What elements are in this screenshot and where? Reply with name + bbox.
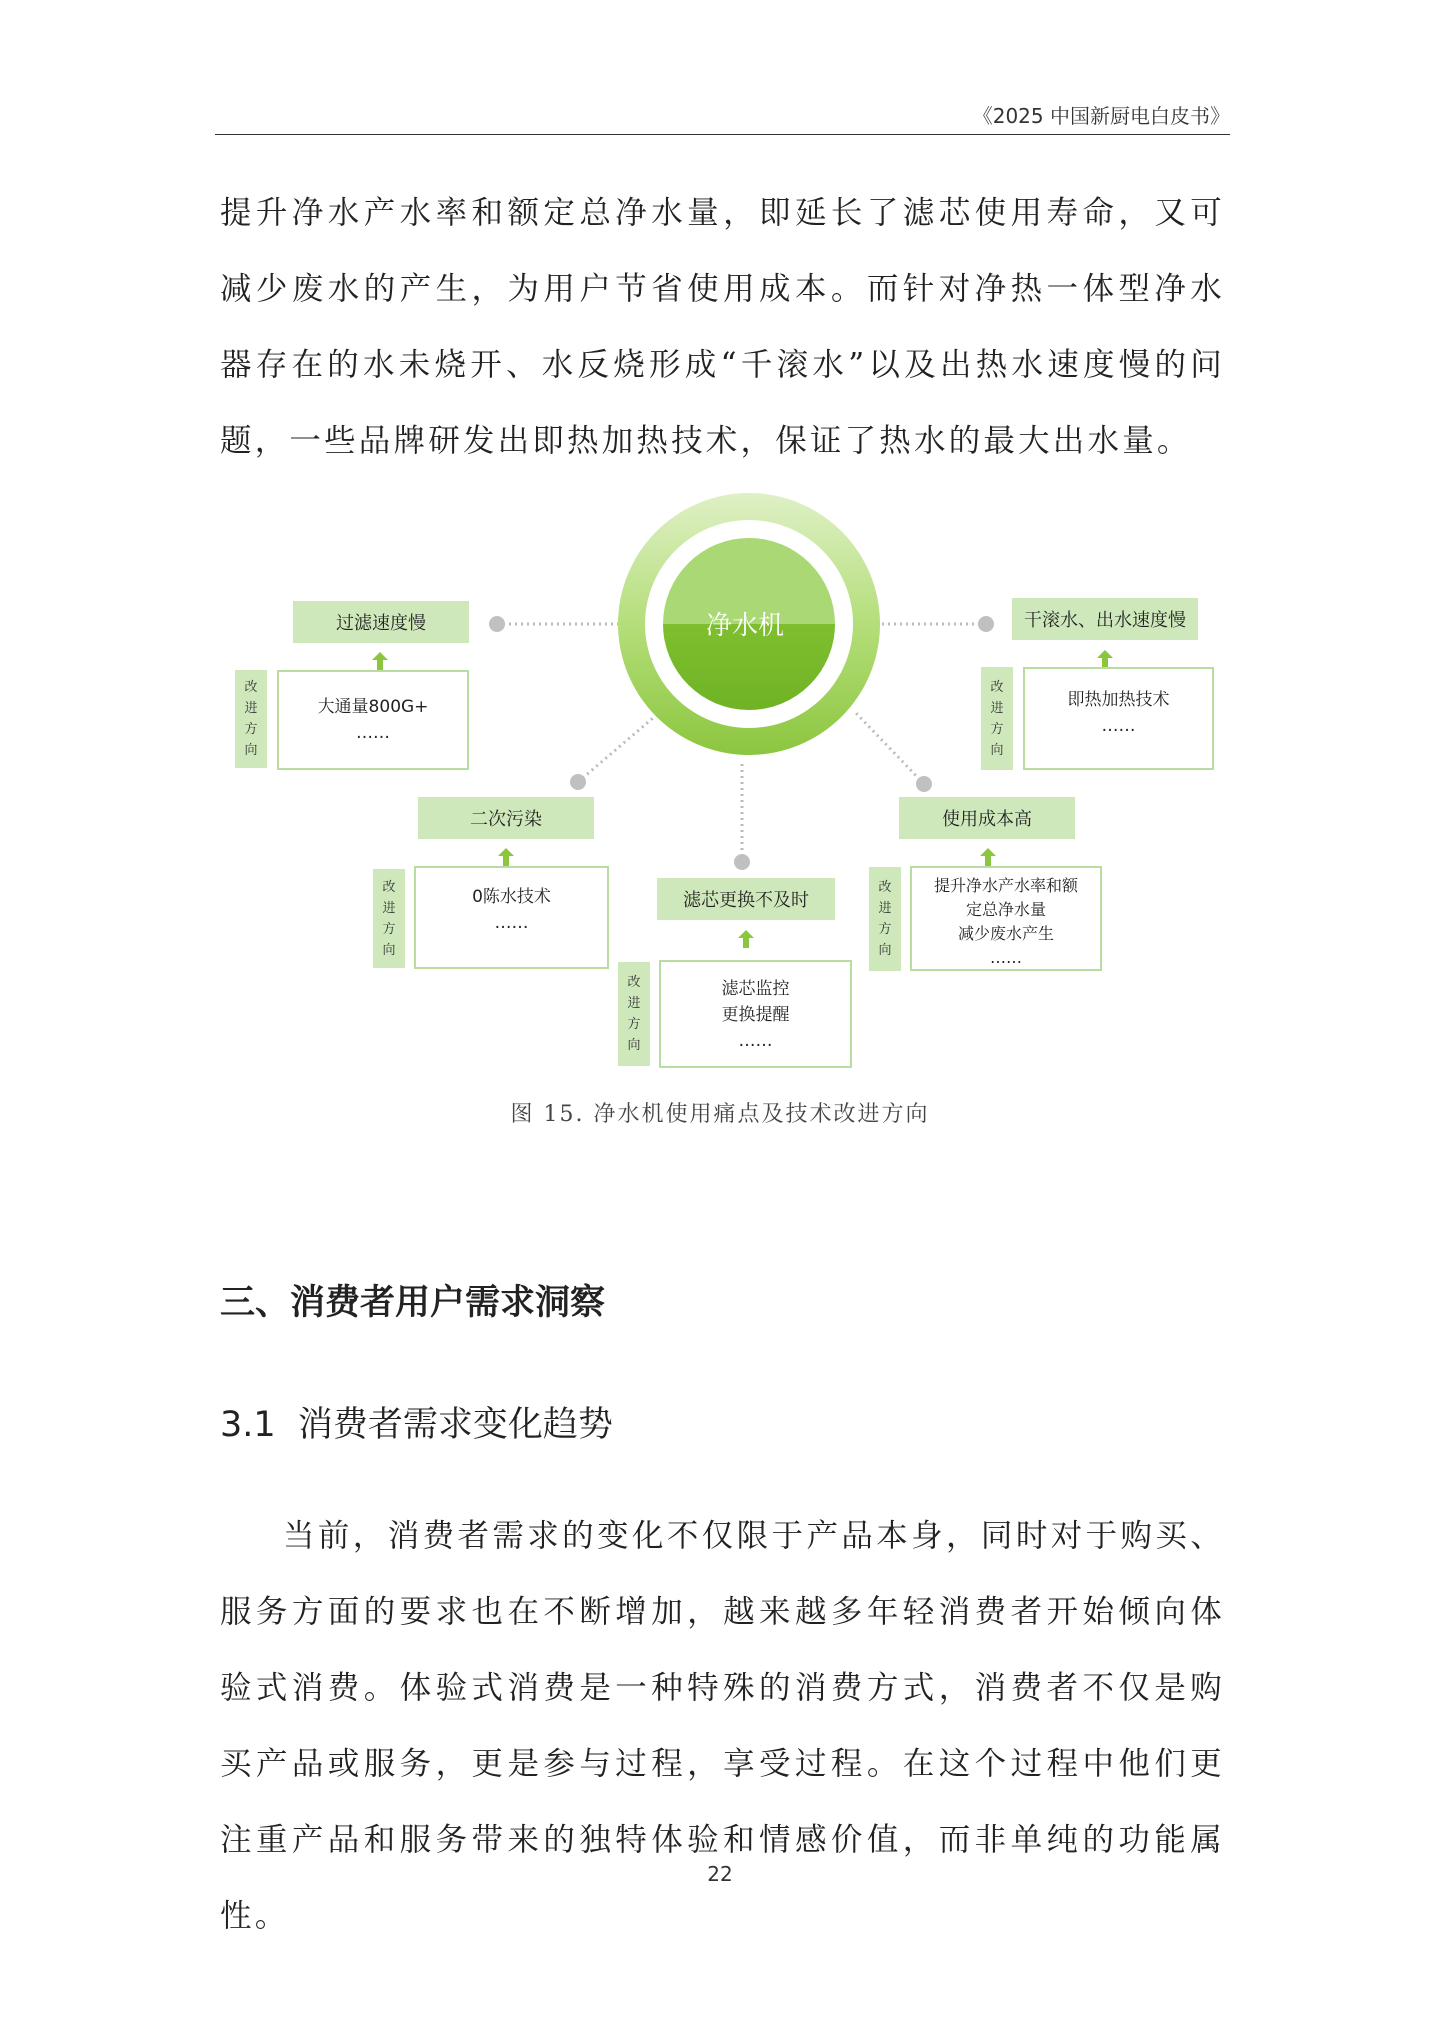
solution-line: 0陈水技术	[472, 887, 551, 907]
solution-box-mid-right	[910, 866, 1102, 971]
solution-line: 提升净水产水率和额	[933, 876, 1078, 895]
solution-line: 滤芯监控	[721, 979, 790, 999]
improvement-direction-tab	[981, 667, 1013, 770]
solution-box-mid-left	[414, 866, 609, 969]
tab-char: 改	[244, 680, 258, 695]
dot-mid-right	[916, 776, 932, 792]
dot-top-left	[489, 616, 505, 632]
pain-label-mid-right: 使用成本高	[899, 797, 1075, 839]
solution-box-top-left	[277, 670, 469, 770]
center-title: 净水机	[705, 611, 784, 641]
tab-char: 方	[244, 722, 258, 737]
solution-line: ……	[356, 723, 390, 743]
pain-label-bottom-center: 滤芯更换不及时	[657, 878, 835, 920]
up-arrow-icon	[980, 848, 996, 866]
figure-caption: 图 15. 净水机使用痛点及技术改进方向	[510, 1102, 930, 1127]
tab-char: 进	[627, 996, 641, 1011]
dot-mid-left	[570, 774, 586, 790]
connector-mid-right	[855, 712, 924, 784]
tab-char: 改	[878, 880, 892, 895]
page-number: 22	[707, 1862, 733, 1886]
tab-char: 方	[878, 922, 892, 937]
tab-char: 改	[627, 975, 641, 990]
tab-char: 向	[627, 1038, 641, 1053]
tab-char: 改	[990, 679, 1004, 695]
tab-char: 进	[244, 701, 258, 716]
up-arrow-icon	[372, 652, 388, 670]
dot-bottom-center	[734, 854, 750, 870]
solution-box-top-right	[1023, 667, 1214, 770]
tab-char: 改	[382, 879, 396, 895]
pain-label-mid-left: 二次污染	[418, 797, 594, 839]
tab-char: 方	[990, 721, 1004, 737]
pain-label-top-left: 过滤速度慢	[293, 601, 469, 643]
solution-box-bottom-center	[659, 960, 852, 1068]
paragraph-2: 当前，消费者需求的变化不仅限于产品本身，同时对于购买、服务方面的要求也在不断增加，越来越多年轻消费者开始倾向体验式消费。体验式消费是一种特殊的消费方式，消费者不仅是购买产品或服务，更是参与过程，享受过程。在这个过程中他们更注重产品和服务带来的独特体验和情感价值，而非单纯的功能属性。	[220, 1518, 1225, 1934]
solution-line: 减少废水产生	[957, 924, 1054, 943]
tab-char: 进	[382, 900, 396, 916]
up-arrow-icon	[498, 848, 514, 866]
connector-mid-left	[578, 712, 660, 782]
solution-line: ……	[990, 948, 1022, 967]
sub-heading: 3.1 消费者需求变化趋势	[220, 1405, 613, 1445]
solution-line: 即热加热技术	[1067, 690, 1170, 710]
improvement-direction-tab	[869, 867, 901, 971]
solution-line: 大通量800G+	[317, 697, 429, 717]
solution-line: ……	[738, 1031, 773, 1051]
solution-line: ……	[1101, 716, 1136, 736]
improvement-direction-tab	[373, 869, 405, 968]
solution-line: 更换提醒	[721, 1005, 790, 1025]
document-header-title: 《2025 中国新厨电白皮书》	[972, 104, 1230, 128]
improvement-direction-tab	[235, 670, 267, 768]
up-arrow-icon	[738, 930, 754, 948]
tab-char: 向	[878, 943, 892, 958]
tab-char: 方	[627, 1017, 641, 1032]
section-heading: 三、消费者用户需求洞察	[220, 1283, 606, 1323]
up-arrow-icon	[1097, 650, 1113, 668]
solution-line: 定总净水量	[965, 900, 1046, 919]
tab-char: 方	[382, 921, 396, 937]
dot-top-right	[978, 616, 994, 632]
pain-label-top-right: 干滚水、出水速度慢	[1012, 598, 1198, 640]
tab-char: 进	[878, 901, 892, 916]
solution-line: ……	[494, 913, 529, 933]
improvement-direction-tab	[618, 962, 650, 1066]
paragraph-1: 提升净水产水率和额定总净水量，即延长了滤芯使用寿命，又可减少废水的产生，为用户节省使用成本。而针对净热一体型净水器存在的水未烧开、水反烧形成“千滚水”以及出热水速度慢的问题，一些品牌研发出即热加热技术，保证了热水的最大出水量。	[220, 195, 1225, 459]
tab-char: 进	[990, 700, 1004, 716]
tab-char: 向	[990, 742, 1004, 758]
tab-char: 向	[382, 942, 396, 958]
tab-char: 向	[244, 743, 258, 758]
